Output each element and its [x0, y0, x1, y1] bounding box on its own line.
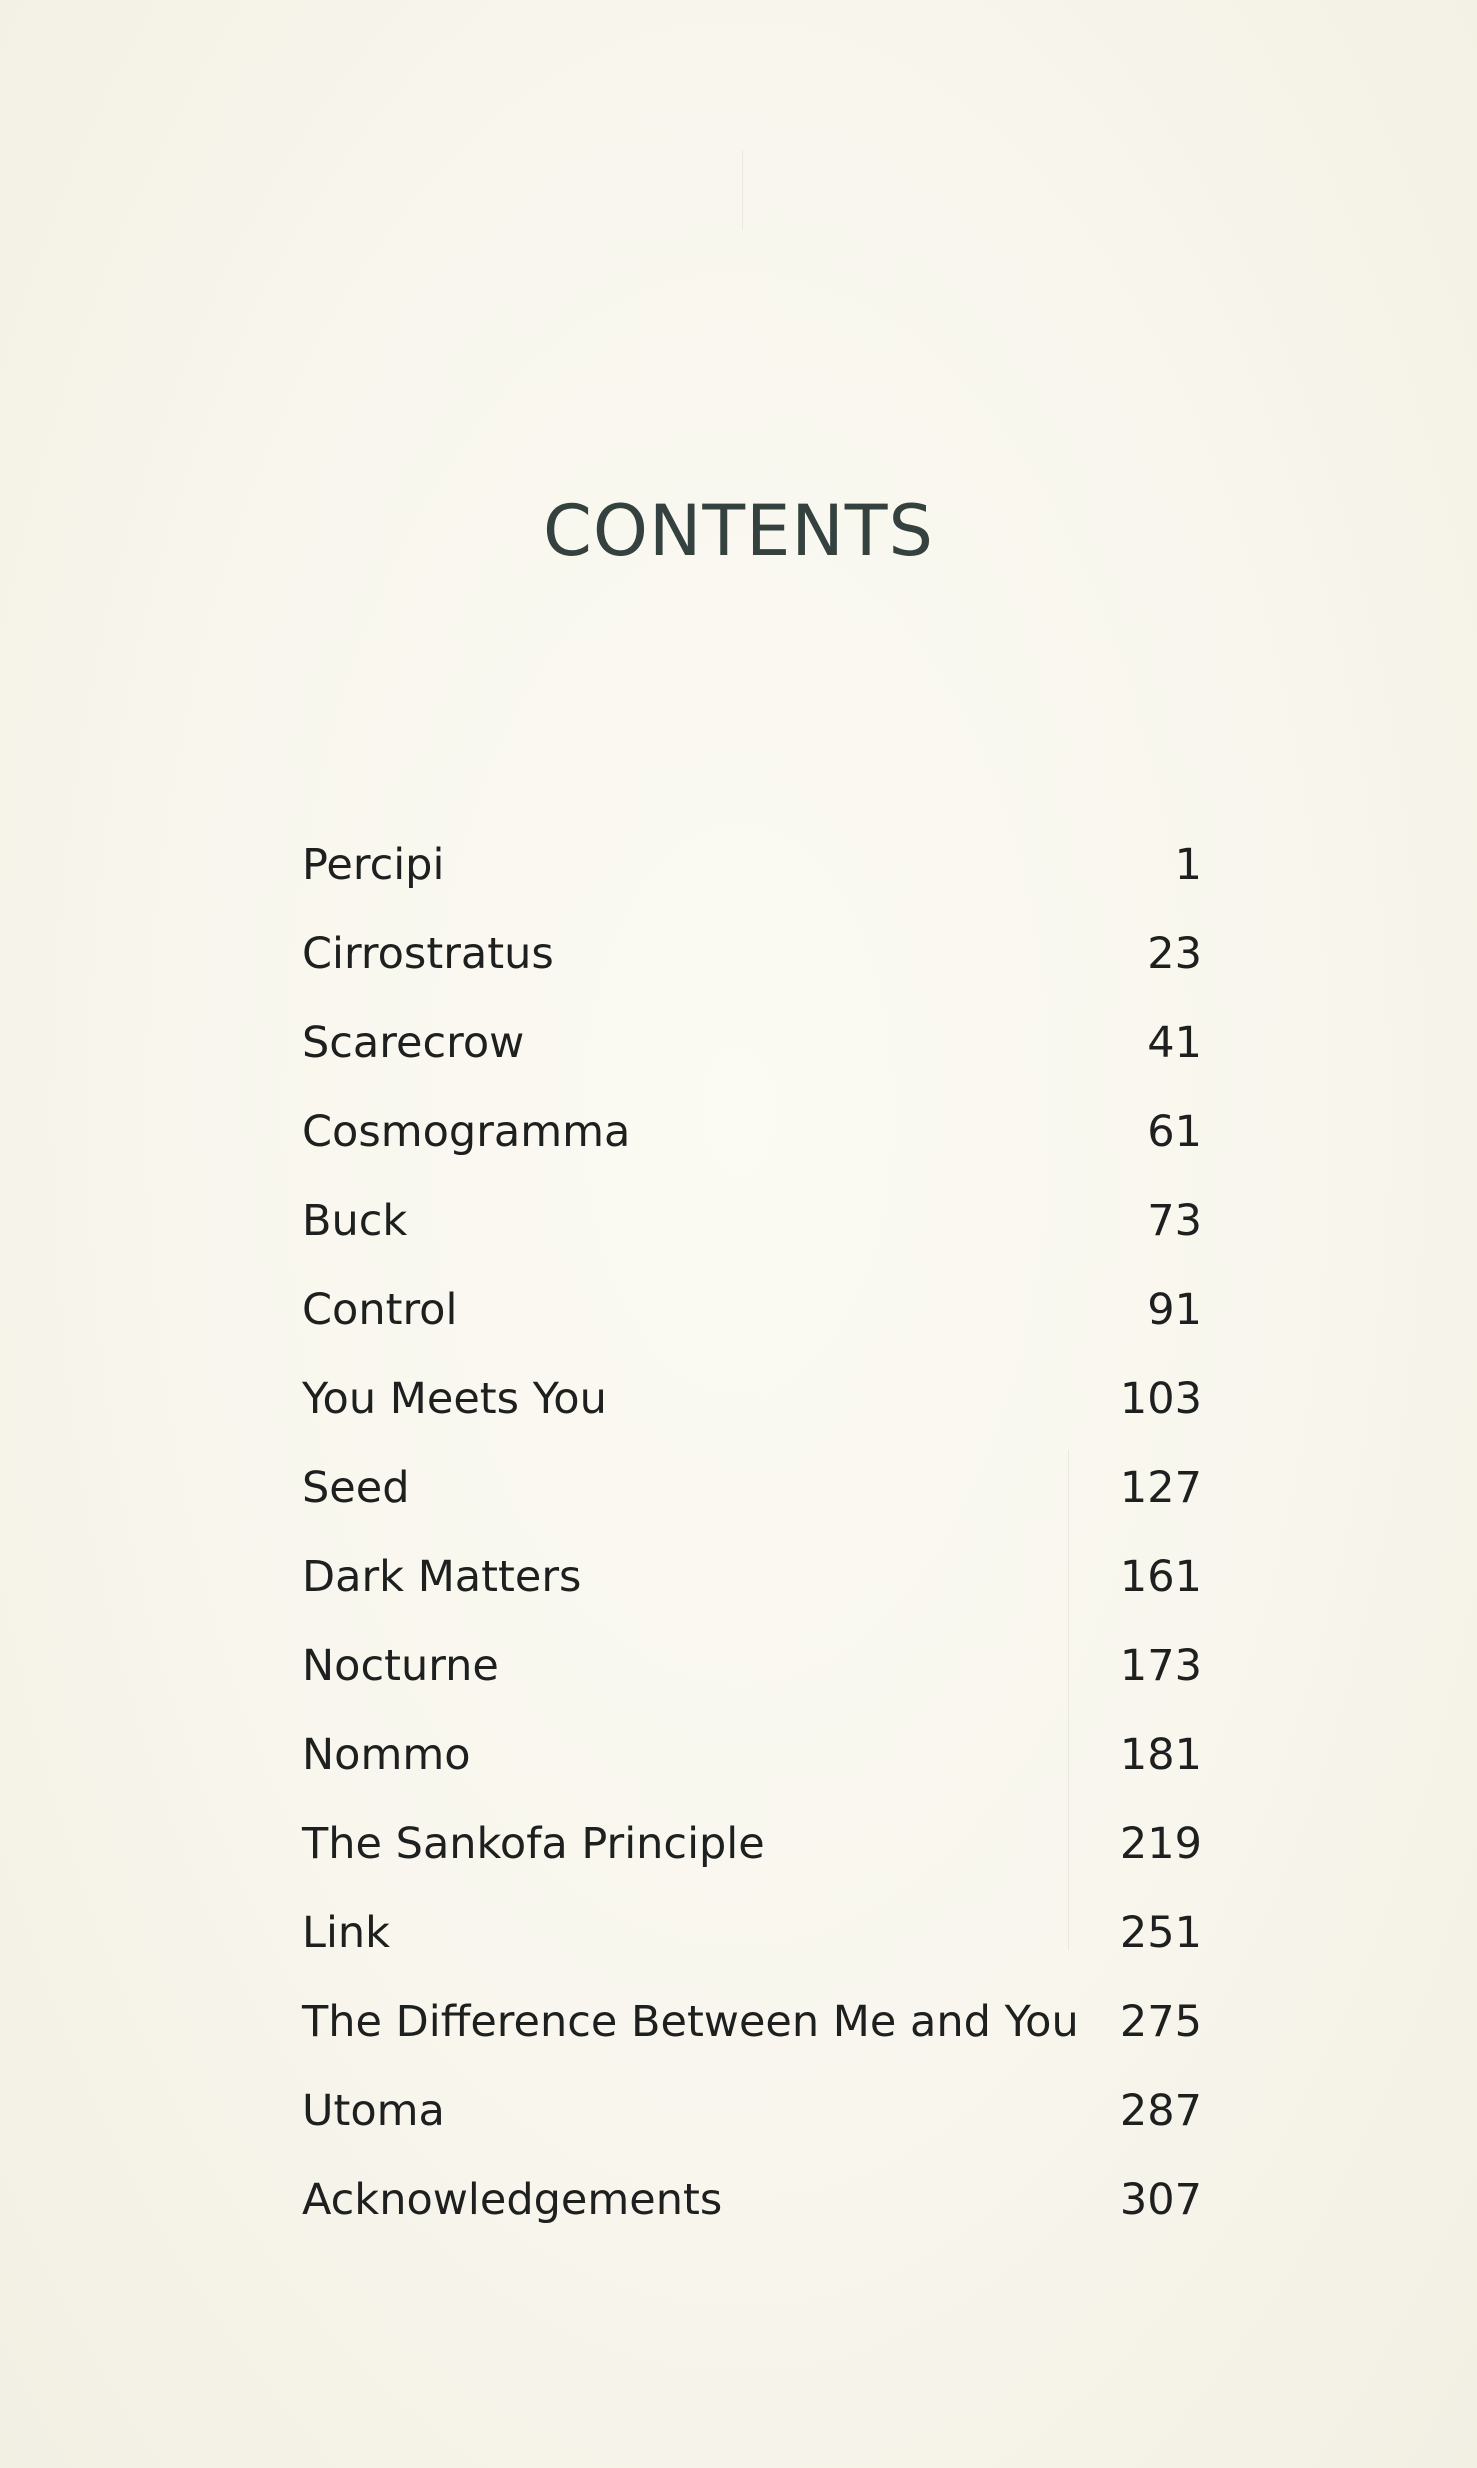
toc-entry-page-number: 23	[1147, 929, 1202, 979]
toc-entry-page-number: 41	[1147, 1018, 1202, 1068]
toc-entry-title: Link	[302, 1908, 391, 1958]
toc-entry-page-number: 181	[1119, 1730, 1202, 1780]
toc-entry	[302, 1730, 1202, 1819]
toc-entry	[302, 1285, 1202, 1374]
toc-entry	[302, 2175, 1202, 2264]
toc-entry-title: Nocturne	[302, 1641, 499, 1691]
toc-entry-page-number: 91	[1147, 1285, 1202, 1335]
toc-entry	[302, 1018, 1202, 1107]
toc-entry-page-number: 251	[1119, 1908, 1202, 1958]
paper-crease-line	[742, 150, 743, 230]
toc-entry	[302, 929, 1202, 1018]
toc-entry-page-number: 1	[1174, 840, 1202, 890]
toc-entry-page-number: 73	[1147, 1196, 1202, 1246]
table-of-contents	[302, 840, 1202, 2264]
toc-entry	[302, 1374, 1202, 1463]
toc-entry-title: Cosmogramma	[302, 1107, 631, 1157]
toc-entry	[302, 2086, 1202, 2175]
toc-entry-title: Cirrostratus	[302, 929, 554, 979]
toc-entry	[302, 1997, 1202, 2086]
toc-entry-title: Seed	[302, 1463, 410, 1513]
toc-entry-title: Buck	[302, 1196, 408, 1246]
toc-entry-title: Percipi	[302, 840, 445, 890]
toc-entry	[302, 1107, 1202, 1196]
toc-entry-page-number: 61	[1147, 1107, 1202, 1157]
toc-entry	[302, 1908, 1202, 1997]
toc-entry	[302, 1463, 1202, 1552]
toc-entry	[302, 1819, 1202, 1908]
toc-entry-page-number: 307	[1119, 2175, 1202, 2225]
toc-entry-title: Nommo	[302, 1730, 471, 1780]
toc-entry-title: You Meets You	[302, 1374, 607, 1424]
toc-entry-title: Utoma	[302, 2086, 445, 2136]
toc-entry-page-number: 173	[1119, 1641, 1202, 1691]
page-title: CONTENTS	[543, 490, 934, 572]
toc-entry-title: Control	[302, 1285, 458, 1335]
toc-entry-page-number: 103	[1119, 1374, 1202, 1424]
toc-entry-title: Dark Matters	[302, 1552, 582, 1602]
toc-entry	[302, 1552, 1202, 1641]
toc-entry-page-number: 161	[1119, 1552, 1202, 1602]
toc-entry-title: Scarecrow	[302, 1018, 525, 1068]
toc-entry-title: Acknowledgements	[302, 2175, 723, 2225]
toc-entry-title: The Difference Between Me and You	[302, 1997, 1079, 2047]
toc-entry-page-number: 275	[1119, 1997, 1202, 2047]
toc-entry	[302, 1196, 1202, 1285]
toc-entry	[302, 840, 1202, 929]
toc-entry	[302, 1641, 1202, 1730]
toc-entry-page-number: 219	[1119, 1819, 1202, 1869]
toc-entry-page-number: 127	[1119, 1463, 1202, 1513]
toc-entry-title: The Sankofa Principle	[302, 1819, 765, 1869]
toc-entry-page-number: 287	[1119, 2086, 1202, 2136]
